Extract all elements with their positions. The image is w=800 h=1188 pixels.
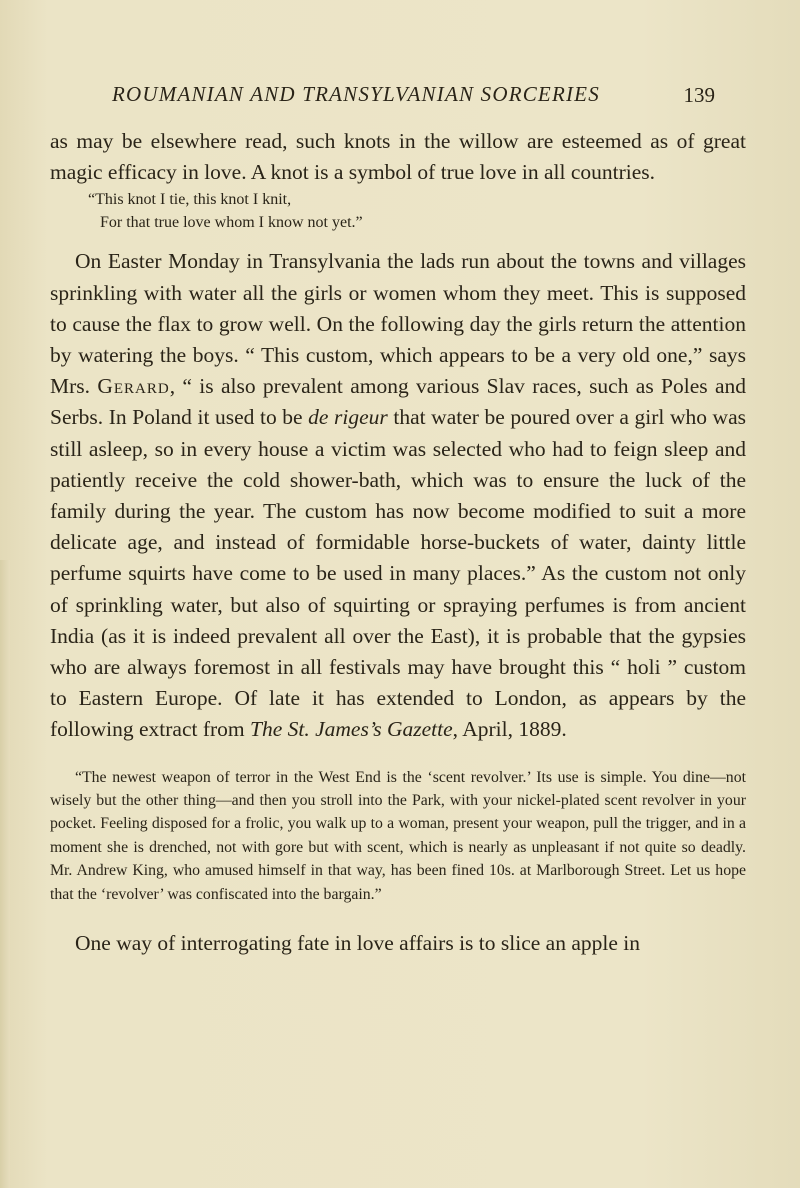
author-name: Gerard [97, 374, 170, 399]
binding-gutter [0, 560, 10, 1188]
text-run: On Easter Monday in Transylvania the lads run about the towns and villages sprinkling with water all the girls or women whom they meet. This is supposed to cause the flax to grow well. On the following day the girls return the attention by watering the boys. “ This custom, which appears to be a very old one,” says Mrs. [50, 249, 746, 399]
publication-title: The St. James’s Gazette [250, 717, 453, 742]
paragraph-knots: as may be elsewhere read, such knots in the willow are esteemed as of great magic efficacy in love. A knot is a symbol of true love in all countries. [50, 129, 746, 185]
italic-phrase: de rigeur [308, 405, 388, 430]
text-run: , April, 1889. [452, 717, 567, 742]
page-header [0, 82, 800, 112]
running-title: ROUMANIAN AND TRANSYLVANIAN SORCERIES [112, 82, 600, 106]
block-quotation: “The newest weapon of terror in the West End is the ‘scent revolver.’ Its use is simple. You dine—not wisely but the other thing—and then you stroll into the Park, with your nickel-plated scent revolver in your pocket. Feeling disposed for a frolic, you walk up to a woman, present your weapon, pull the trigger, and in a moment she is drenched, not with gore but with scent, which is nearly as unpleasant if not quite so deadly. Mr. Andrew King, who amused himself in that way, has been fined 10s. at Marlborough Street. Let us hope that the ‘revolver’ was confiscated into the bargain.” [50, 768, 746, 903]
verse-line: For that true love whom I know not yet.” [100, 214, 363, 232]
verse-line: “This knot I tie, this knot I knit, [88, 191, 292, 209]
paragraph-apple: One way of interrogating fate in love affairs is to slice an apple in [75, 931, 640, 956]
verse-quotation [50, 188, 746, 246]
text-run: , “ is also prevalent among various Slav races, such as Poles and Serbs. In Poland it used to be [50, 374, 746, 430]
page-number: 139 [683, 83, 715, 107]
paragraph-easter-monday [50, 246, 746, 745]
main-text [50, 126, 746, 959]
text-run: that water be poured over a girl who was still asleep, so in every house a victim was selected who had to feign sleep and patiently receive the cold shower-bath, which was to ensure the luck of the family during the year. The custom has now become modified to suit a more delicate age, and instead of formidable horse-buckets of water, dainty little perfume squirts have come to be used in many places.” As the custom not only of sprinkling water, but also of squirting or spraying perfumes is from ancient India (as it is indeed prevalent all over the East), it is probable that the gypsies who are always foremost in all festivals may have brought this “ holi ” custom to Eastern Europe. Of late it has extended to London, as appears by the following extract from [50, 405, 746, 742]
